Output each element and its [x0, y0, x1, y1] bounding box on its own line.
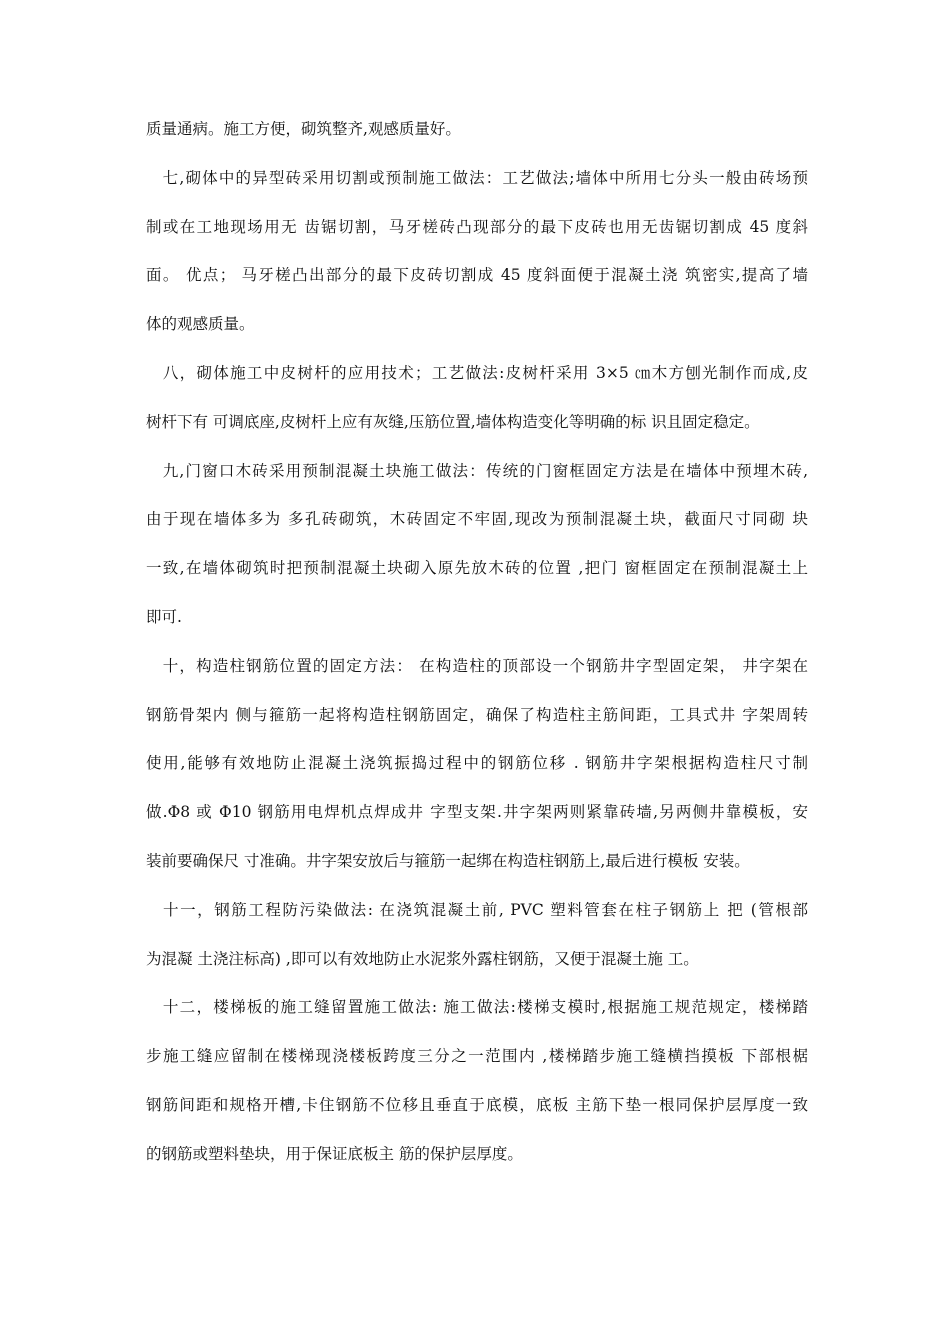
text-line: 十一，钢筋工程防污染做法: 在浇筑混凝土前, PVC 塑料管套在柱子钢筋上 把 (管根部 [146, 900, 808, 919]
text-line: 八，砌体施工中皮树杆的应用技术；工艺做法:皮树杆采用 3×5 ㎝木方刨光制作而成,皮 [146, 363, 808, 382]
text-line: 十，构造柱钢筋位置的固定方法： 在构造柱的顶部设一个钢筋井字型固定架， 井字架在 [146, 656, 808, 675]
paragraph-8 [146, 349, 808, 447]
text-line: 由于现在墙体多为 多孔砖砌筑，木砖固定不牢固,现改为预制混凝土块，截面尺寸同砌 块 [146, 510, 808, 529]
paragraph-12 [146, 983, 808, 1178]
text-line: 装前要确保尺 寸准确。井字架安放后与箍筋一起绑在构造柱钢筋上,最后进行模板 安装。 [146, 851, 750, 870]
text-line: 体的观感质量。 [146, 315, 255, 334]
text-line: 步施工缝应留制在楼梯现浇楼板跨度三分之一范围内 ,楼梯踏步施工缝横挡摸板 下部根椐 [146, 1047, 808, 1066]
text-line: 的钢筋或塑料垫块，用于保证底板主 筋的保护层厚度。 [146, 1144, 523, 1163]
text-line: 制或在工地现场用无 齿锯切割，马牙槎砖凸现部分的最下皮砖也用无齿锯切割成 45 度斜 [146, 217, 808, 236]
text-line: 做.Φ8 或 Φ10 钢筋用电焊机点焊成井 字型支架.井字架两则紧靠砖墙,另两侧井靠模板，安 [146, 803, 808, 822]
text-line: 为混凝 土浇注标高) ,即可以有效地防止水泥浆外露柱钢筋，又便于混凝土施 工。 [146, 949, 699, 968]
paragraph-9 [146, 447, 808, 642]
text-line: 使用,能够有效地防止混凝土浇筑振捣过程中的钢筋位移 . 钢筋井字架根据构造柱尺寸制 [146, 754, 808, 773]
text-line: 质量通病。施工方便，砌筑整齐,观感质量好。 [146, 120, 461, 138]
paragraph-1 [146, 105, 808, 154]
text-line: 钢筋骨架内 侧与箍筋一起将构造柱钢筋固定，确保了构造柱主筋间距，工具式井 字架周转 [146, 705, 808, 724]
text-line: 一致,在墙体砌筑时把预制混凝土块砌入原先放木砖的位置 ,把门 窗框固定在预制混凝土上 [146, 559, 808, 578]
text-line: 即可. [146, 607, 182, 626]
text-line: 树杆下有 可调底座,皮树杆上应有灰缝,压筋位置,墙体构造变化等明确的标 识且固定稳定。 [146, 412, 760, 431]
text-line: 十二，楼梯板的施工缝留置施工做法: 施工做法:楼梯支模时,根据施工规范规定，楼梯踏 [146, 998, 808, 1017]
paragraph-10 [146, 642, 808, 886]
text-line: 七,砌体中的异型砖采用切割或预制施工做法：工艺做法;墙体中所用七分头一般由砖场预 [146, 168, 808, 187]
text-line: 钢筋间距和规格开槽,卡住钢筋不位移且垂直于底模，底板 主筋下垫一根同保护层厚度一致 [146, 1095, 808, 1114]
text-line: 面。 优点； 马牙槎凸出部分的最下皮砖切割成 45 度斜面便于混凝土浇 筑密实,提高了墙 [146, 266, 808, 285]
document-body [146, 105, 808, 1179]
text-line: 九,门窗口木砖采用预制混凝土块施工做法：传统的门窗框固定方法是在墙体中预埋木砖, [146, 461, 808, 480]
paragraph-7 [146, 154, 808, 349]
paragraph-11 [146, 886, 808, 984]
